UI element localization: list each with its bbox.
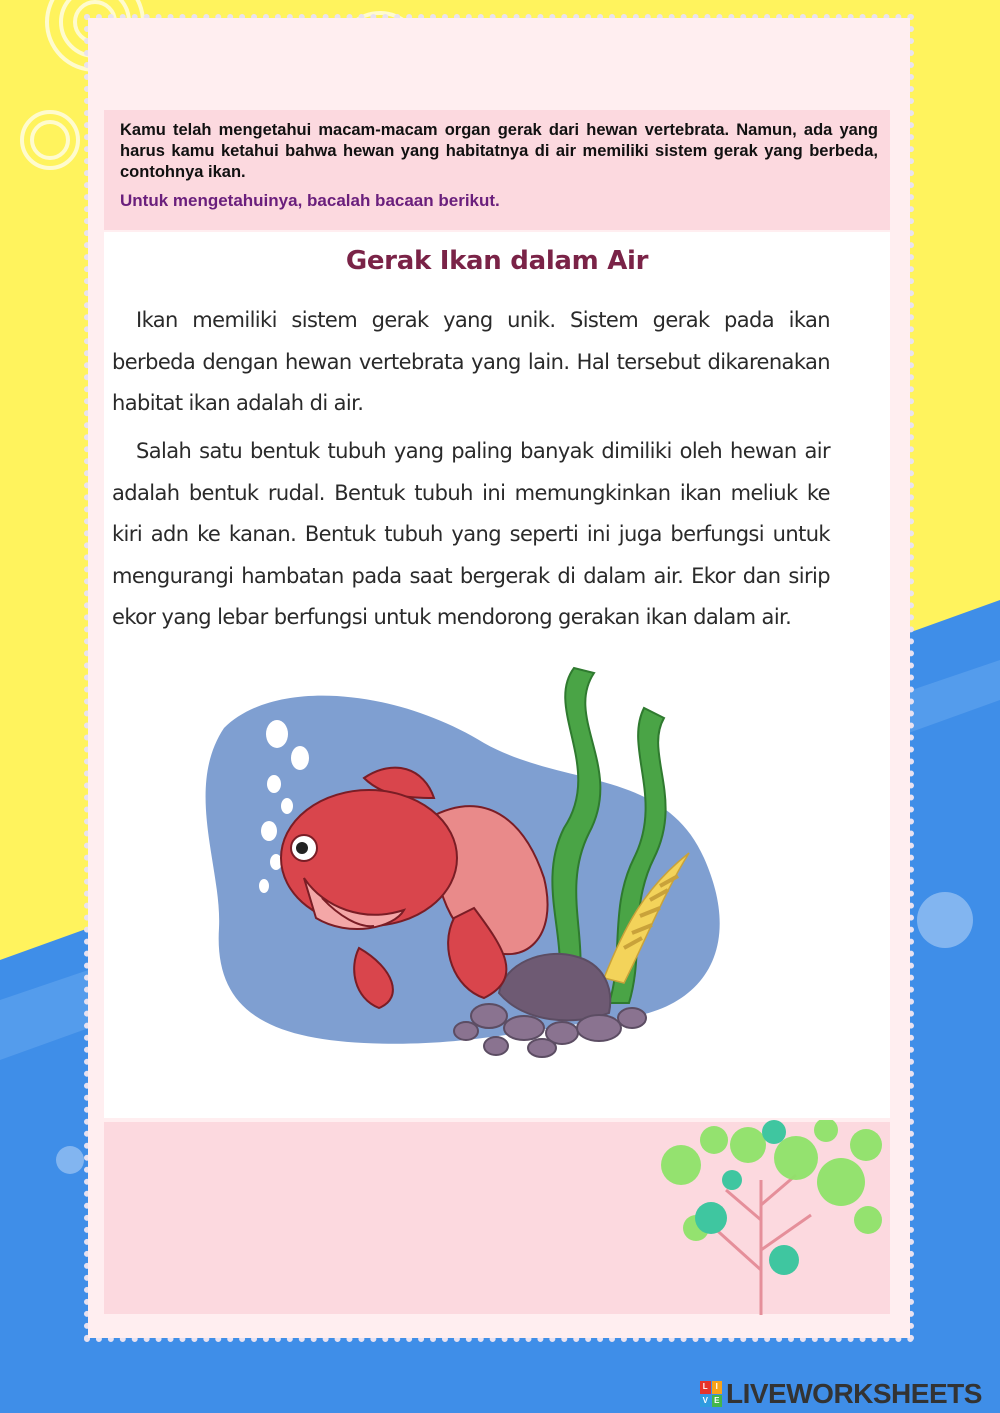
intro-instruction: Untuk mengetahuinya, bacalah bacaan berikut. (120, 191, 500, 210)
decorative-tree-icon (636, 1120, 896, 1320)
liveworksheets-logo-icon: L I V E (700, 1381, 722, 1407)
reading-title: Gerak Ikan dalam Air (345, 246, 649, 276)
reading-paragraph-2: Salah satu bentuk tubuh yang paling banyak dimiliki oleh hewan air adalah bentuk rudal. Bentuk tubuh ini memungkinkan ikan meliuk ke kiri adn ke kanan. Bentuk tubuh yang seperti ini juga berfungsi untuk mengurangi hambatan pada saat bergerak di dalam air. Ekor dan sirip ekor yang lebar berfungsi untuk mendorong gerakan ikan dalam air. (112, 439, 830, 629)
reading-paragraph-1: Ikan memiliki sistem gerak yang unik. Sistem gerak pada ikan berbeda dengan hewan vertebrata yang lain. Hal tersebut dikarenakan habitat ikan adalah di air. (112, 308, 830, 415)
logo-text: LIVEWORKSHEETS (726, 1378, 982, 1409)
intro-text: Kamu telah mengetahui macam-macam organ gerak dari hewan vertebrata. Namun, ada yang harus kamu ketahui bahwa hewan yang habitatnya di air memiliki sistem gerak yang berbeda, contohnya ikan. (120, 121, 878, 181)
liveworksheets-logo (700, 1378, 982, 1410)
goldfish-aquarium-illustration (104, 648, 724, 1108)
